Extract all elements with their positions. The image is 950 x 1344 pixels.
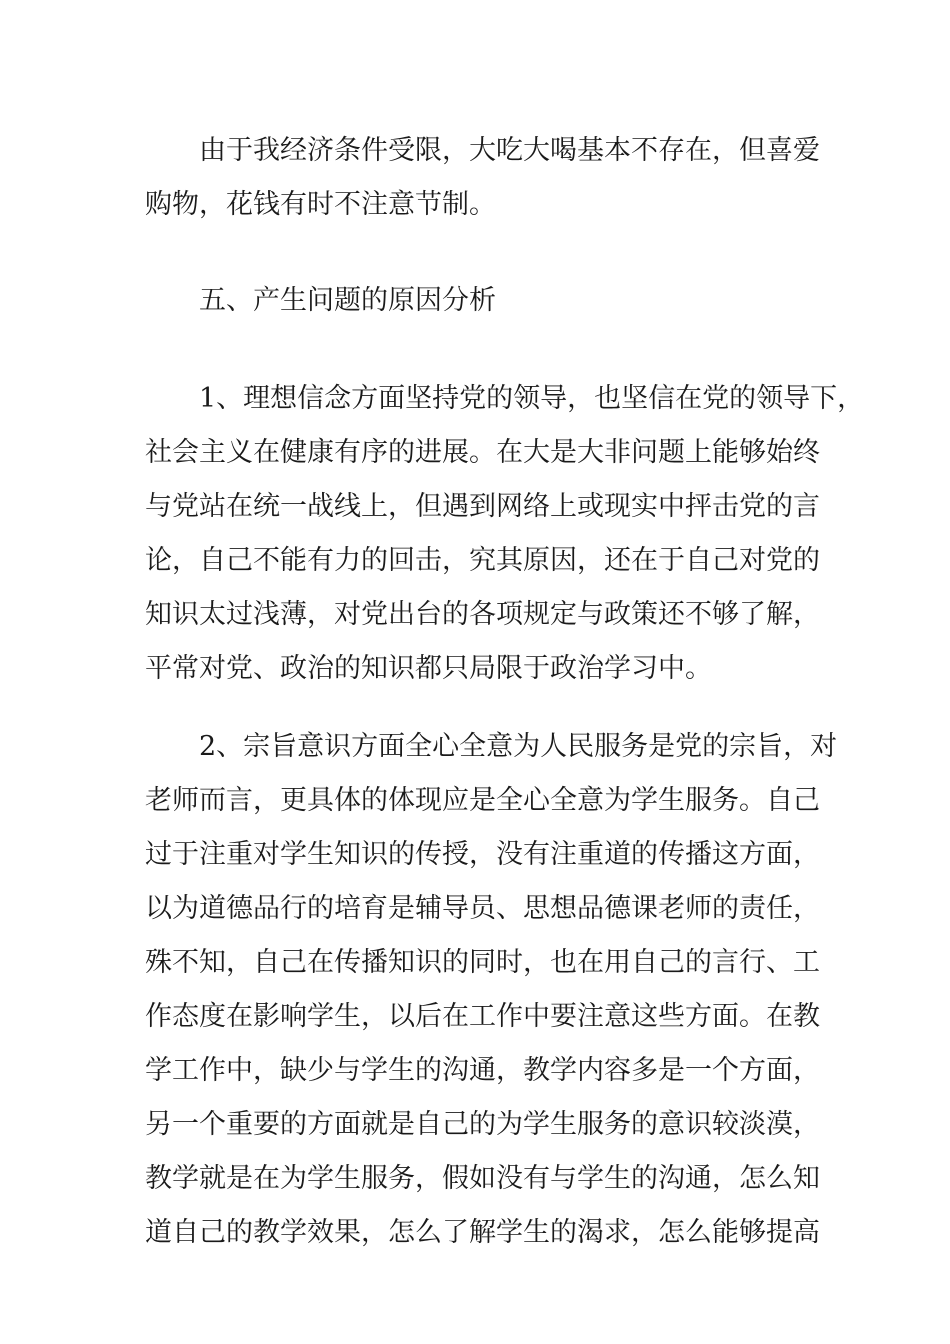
section-heading xyxy=(145,274,815,328)
text-line: 老师而言，更具体的体现应是全心全意为学生服务。自己 xyxy=(145,785,820,816)
text-line: 过于注重对学生知识的传授，没有注重道的传播这方面， xyxy=(145,839,820,870)
text-line: 作态度在影响学生，以后在工作中要注意这些方面。在教 xyxy=(145,1001,820,1032)
paragraph-purpose-awareness xyxy=(145,720,838,1260)
text-line: 教学就是在为学生服务，假如没有与学生的沟通，怎么知 xyxy=(145,1163,820,1194)
text-line: 平常对党、政治的知识都只局限于政治学习中。 xyxy=(145,653,712,684)
paragraph-ideals-belief xyxy=(145,372,865,696)
text-line: 学工作中，缺少与学生的沟通，教学内容多是一个方面， xyxy=(145,1055,820,1086)
text-line: 购物，花钱有时不注意节制。 xyxy=(145,189,496,220)
text-line: 1、理想信念方面坚持党的领导，也坚信在党的领导下， xyxy=(199,383,865,414)
text-line: 2、宗旨意识方面全心全意为人民服务是党的宗旨，对 xyxy=(199,731,838,762)
text-line: 论，自己不能有力的回击，究其原因，还在于自己对党的 xyxy=(145,545,820,576)
text-line: 社会主义在健康有序的进展。在大是大非问题上能够始终 xyxy=(145,437,820,468)
text-line: 道自己的教学效果，怎么了解学生的渴求，怎么能够提高 xyxy=(145,1217,820,1248)
paragraph-consumption xyxy=(145,124,820,232)
text-line: 殊不知，自己在传播知识的同时，也在用自己的言行、工 xyxy=(145,947,820,978)
text-line: 知识太过浅薄，对党出台的各项规定与政策还不够了解， xyxy=(145,599,820,630)
heading-text: 五、产生问题的原因分析 xyxy=(199,285,496,316)
text-line: 另一个重要的方面就是自己的为学生服务的意识较淡漠， xyxy=(145,1109,820,1140)
text-line: 以为道德品行的培育是辅导员、思想品德课老师的责任， xyxy=(145,893,820,924)
text-line: 与党站在统一战线上，但遇到网络上或现实中抨击党的言 xyxy=(145,491,820,522)
text-line: 由于我经济条件受限，大吃大喝基本不存在，但喜爱 xyxy=(199,135,820,166)
